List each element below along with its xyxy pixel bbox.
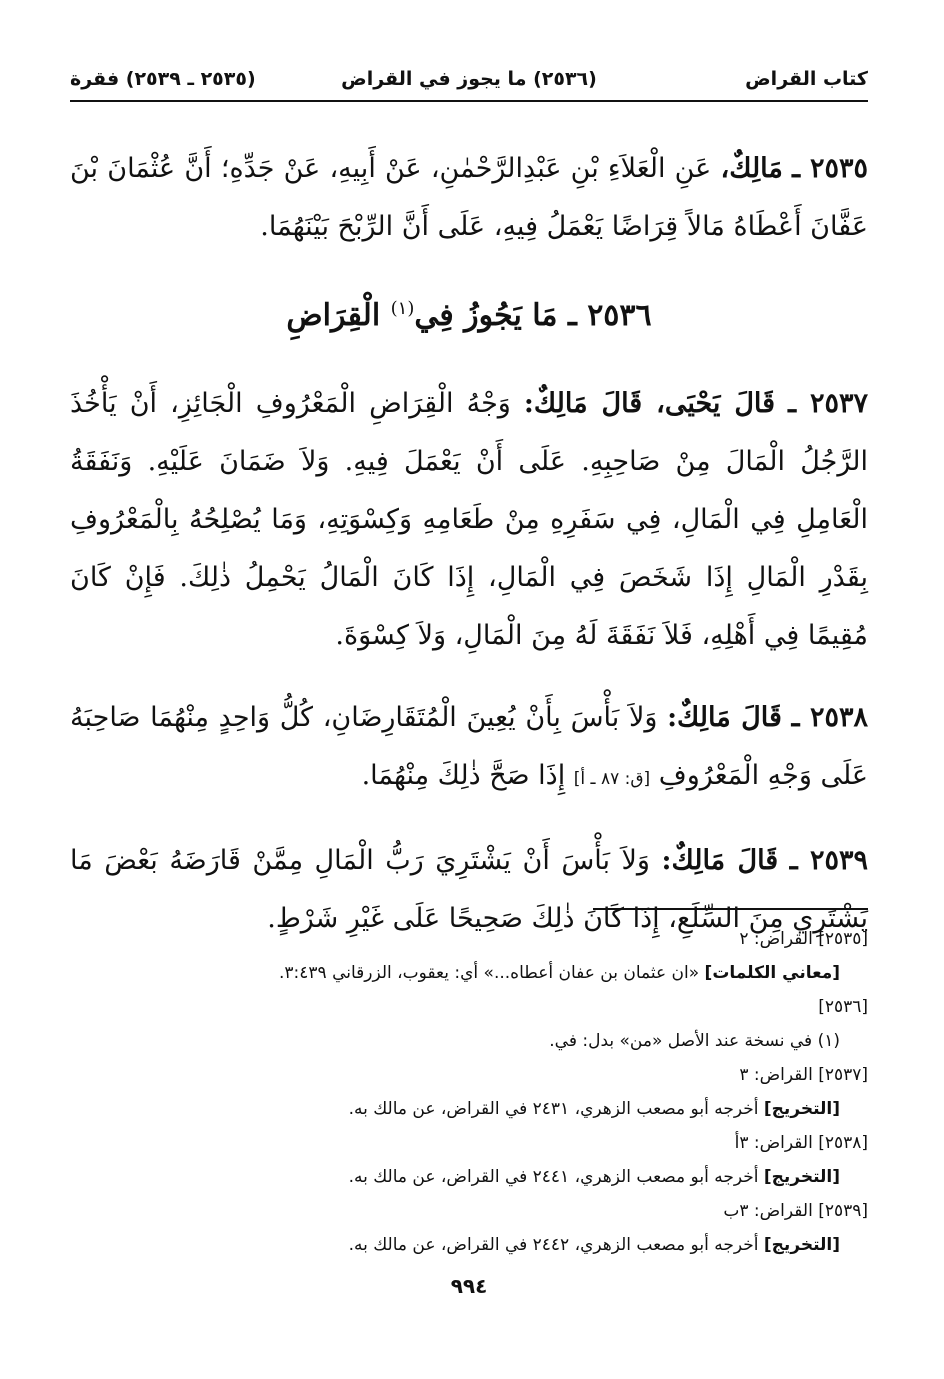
- footnote-ref-2538: [٢٥٣٨] القراض: ٣أ: [734, 1133, 868, 1153]
- footnote-marker: (١): [390, 298, 415, 319]
- page-number: ٩٩٤: [450, 1274, 488, 1298]
- footnote-ref-2536: [٢٥٣٦]: [818, 997, 868, 1017]
- paragraph-text: وَلاَ بَأْسَ أَنْ يَشْتَرِيَ رَبُّ الْمَالِ مِمَّنْ قَارَضَهُ بَعْضَ مَا يَشْتَرِي مِنَ السِّلَعِ، إِذَا كَانَ ذٰلِكَ صَحِيحًا عَلَى غَيْرِ شَرْطٍ.: [70, 845, 868, 934]
- manuscript-folio-ref: [ق: ٨٧ ـ أ]: [573, 769, 651, 789]
- header-divider: [70, 100, 868, 102]
- footnote-takhrij-2538: [70, 1160, 868, 1194]
- footnote-label: [التخريج]: [763, 1235, 840, 1255]
- chapter-heading: [70, 280, 868, 345]
- footnote-label: [التخريج]: [763, 1167, 840, 1187]
- footnote-variant-note: (١) في نسخة عند الأصل «من» بدل: في.: [549, 1031, 840, 1051]
- footnote-label: [التخريج]: [763, 1099, 840, 1119]
- main-text: [70, 140, 868, 972]
- footnote-divider: [593, 908, 868, 910]
- footnote-text: أخرجه أبو مصعب الزهري، ٢٤٤١ في القراض، عن مالك به.: [348, 1167, 759, 1187]
- footnote-word-meanings: [70, 956, 868, 990]
- paragraph-text-part-b: إِذَا صَحَّ ذٰلِكَ مِنْهُمَا.: [361, 760, 566, 791]
- footnote-label: [معاني الكلمات]: [704, 963, 840, 983]
- footnote-text: أخرجه أبو مصعب الزهري، ٢٤٤٢ في القراض، عن مالك به.: [348, 1235, 759, 1255]
- chapter-title-part-b: الْقِرَاضِ: [286, 298, 381, 333]
- paragraph-narrator: قَالَ يَحْيَى، قَالَ مَالِكٌ:: [523, 388, 776, 419]
- running-header: [70, 62, 868, 96]
- paragraph-narrator: قَالَ مَالِكٌ:: [667, 702, 782, 733]
- paragraph-narrator: قَالَ مَالِكٌ:: [661, 845, 779, 876]
- paragraph-text: وَجْهُ الْقِرَاضِ الْمَعْرُوفِ الْجَائِزِ، أَنْ يَأْخُذَ الرَّجُلُ الْمَالَ مِنْ صَاحِبِهِ. عَلَى أَنْ يَعْمَلَ فِيهِ. وَلاَ ضَمَانَ عَلَيْهِ. وَنَفَقَةُ الْعَامِلِ فِي الْمَالِ، فِي سَفَرِهِ مِنْ طَعَامِهِ وَكِسْوَتِهِ، وَمَا يُصْلِحُهُ بِالْمَعْرُوفِ بِقَدْرِ الْمَالِ إِذَا شَخَصَ فِي الْمَالِ، إِذَا كَانَ الْمَالُ يَحْمِلُ ذٰلِكَ. فَإِنْ كَانَ مُقِيمًا فِي أَهْلِهِ، فَلاَ نَفَقَةَ لَهُ مِنَ الْمَالِ، وَلاَ كِسْوَةَ.: [70, 388, 868, 651]
- footnote-text: أخرجه أبو مصعب الزهري، ٢٤٣١ في القراض، عن مالك به.: [348, 1099, 759, 1119]
- footnotes: [70, 922, 868, 1262]
- paragraph-narrator: مَالِكٌ،: [720, 153, 783, 184]
- paragraph-number: ٢٥٣٧ ـ: [788, 388, 869, 419]
- footnote-takhrij-2537: [70, 1092, 868, 1126]
- paragraph-text-part-a: وَلاَ بَأْسَ بِأَنْ يُعِينَ الْمُتَقَارِضَانِ، كُلُّ وَاحِدٍ مِنْهُمَا صَاحِبَهُ عَلَى وَجْهِ الْمَعْرُوفِ: [70, 702, 868, 791]
- chapter-number: ٢٥٣٦ ـ: [567, 298, 652, 333]
- footnote-text: «ان عثمان بن عفان أعطاه...» أي: يعقوب، الزرقاني ٣:٤٣٩.: [279, 963, 700, 983]
- footnote-takhrij-2539: [70, 1228, 868, 1262]
- paragraph-number: ٢٥٣٨ ـ: [791, 702, 869, 733]
- paragraph-2535: [70, 140, 868, 256]
- footnote-ref-2539: [٢٥٣٩] القراض: ٣ب: [723, 1201, 868, 1221]
- footnote-ref-2535: [٢٥٣٥] القراض: ٢: [739, 929, 868, 949]
- paragraph-number: ٢٥٣٩ ـ: [789, 845, 868, 876]
- footnote-ref-2537: [٢٥٣٧] القراض: ٣: [739, 1065, 868, 1085]
- header-paragraph-range: (٢٥٣٥ ـ ٢٥٣٩) فقرة: [70, 68, 256, 90]
- paragraph-text: عَنِ الْعَلاَءِ بْنِ عَبْدِالرَّحْمٰنِ، عَنْ أَبِيهِ، عَنْ جَدِّهِ؛ أَنَّ عُثْمَانَ بْنَ عَفَّانَ أَعْطَاهُ مَالاً قِرَاضًا يَعْمَلُ فِيهِ، عَلَى أَنَّ الرِّبْحَ بَيْنَهُمَا.: [70, 153, 868, 242]
- paragraph-2538: [70, 689, 868, 808]
- header-book-title: كتاب القراض: [745, 68, 868, 90]
- chapter-title-part-a: مَا يَجُوزُ فِي: [414, 298, 558, 333]
- book-page: [70, 52, 868, 1352]
- paragraph-number: ٢٥٣٥ ـ: [792, 153, 868, 184]
- header-chapter-title: (٢٥٣٦) ما يجوز في القراض: [341, 68, 597, 90]
- paragraph-2537: [70, 375, 868, 665]
